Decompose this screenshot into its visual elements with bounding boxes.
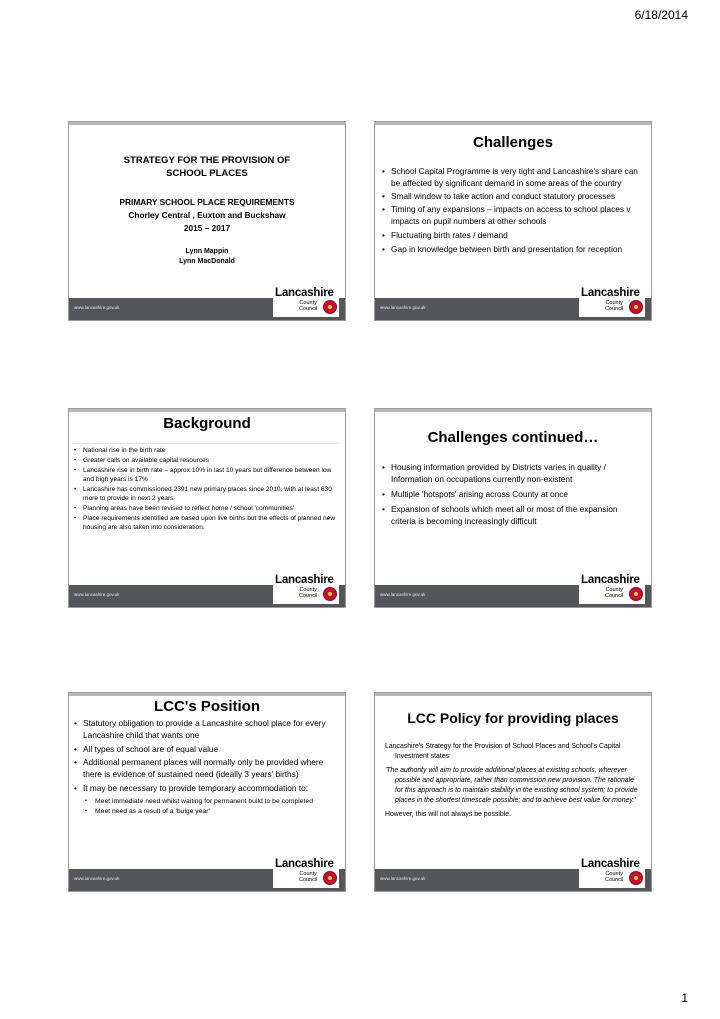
logo-sub1: County [605,587,623,593]
slide1-author2: Lynn MacDonald [179,258,235,265]
logo-name: Lancashire [275,287,334,299]
slide1-heading-line1: STRATEGY FOR THE PROVISION OF [123,155,291,166]
slide-challenges-continued [374,408,652,608]
lancashire-logo [579,573,645,604]
slide1-heading-line2: SCHOOL PLACES [166,168,248,179]
logo-subtext [605,871,623,883]
footer-url: www.lancashire.gov.uk [380,876,426,881]
slide5-bullets [73,718,339,817]
logo-subtext [605,587,623,599]
slide1-sub-line2: Chorley Central , Euxton and Buckshaw [128,210,286,220]
slide-top-bar [69,693,345,696]
lancashire-logo [273,857,339,888]
list-item: • Lancashire has commissioned 2391 new primary places since 2010, with at least 630 more to provide in next 2 years [73,485,339,503]
lancashire-logo [273,573,339,604]
logo-sub1: County [299,300,317,306]
list-item: • Statutory obligation to provide a Lancashire school place for every Lancashire child that wants one [73,718,339,742]
slide2-bullets [381,166,643,256]
logo-sub2: Council [299,877,318,883]
slide6-body [385,742,641,820]
slide-top-bar [69,409,345,412]
slide1-author1: Lynn Mappin [185,248,229,255]
logo-sub2: Council [299,593,318,599]
list-item: • Place requirements identified are based upon live births but the effects of planned new housing are also taken into consideration. [73,514,339,532]
slide4-title: Challenges continued… [427,429,599,446]
list-item: • It may be necessary to provide temporary accommodation to: [73,783,339,795]
logo-sub2: Council [605,306,624,312]
page-number: 1 [681,991,688,1005]
logo-subtext [605,300,623,312]
slide-top-bar [375,122,651,125]
footer-url: www.lancashire.gov.uk [380,305,426,310]
slide-top-bar [375,409,651,412]
list-item: • Housing information provided by Districts varies in quality / Information on occupations currently non-existent [381,461,643,485]
logo-subtext [299,300,317,312]
slide1-authors [69,247,345,267]
list-item: • School Capital Programme is very tight and Lancashire's share can be affected by significant demand in some areas of the country [381,166,643,190]
slide4-bullets [381,461,643,527]
logo-subtext [299,871,317,883]
logo-sub1: County [299,587,317,593]
list-item: ▪ Meet need as a result of a 'bulge year' [73,807,339,817]
footer-url: www.lancashire.gov.uk [380,592,426,597]
slide-top-bar [69,122,345,125]
slide1-heading [69,154,345,180]
red-rose-icon [629,300,643,314]
list-item: • Fluctuating birth rates / demand [381,230,643,242]
lancashire-logo [273,286,339,317]
slide-lcc-position [68,692,346,892]
slide1-sub-line1: PRIMARY SCHOOL PLACE REQUIREMENTS [119,197,295,207]
slide-background [68,408,346,608]
slide2-title: Challenges [472,134,554,151]
red-rose-icon [323,300,337,314]
logo-sub1: County [605,871,623,877]
list-item: • Greater calls on available capital resources [73,456,339,465]
slide6-title: LCC Policy for providing places [407,710,619,726]
slide-title-strategy [68,121,346,321]
logo-name: Lancashire [581,574,640,586]
slide6-intro: Lancashire's Strategy for the Provision of School Places and School's Capital Investment states: [385,743,621,760]
slide3-title: Background [163,415,251,432]
list-item: • Multiple 'hotspots' arising across County at once [381,488,643,500]
list-item: • Expansion of schools which meet all or most of the expansion criteria is becoming increasingly difficult [381,503,643,527]
footer-url: www.lancashire.gov.uk [74,876,120,881]
footer-url: www.lancashire.gov.uk [74,592,120,597]
footer-url: www.lancashire.gov.uk [74,305,120,310]
slide3-bullets [73,443,339,532]
red-rose-icon [323,587,337,601]
slide5-title: LCC's Position [153,698,261,715]
logo-sub2: Council [605,593,624,599]
list-item: • National rise in the birth rate [73,446,339,455]
logo-name: Lancashire [275,858,334,870]
list-item: • Small window to take action and conduct statutory processes [381,191,643,203]
slide-top-bar [375,693,651,696]
list-item: • Lancashire rise in birth rate – approx 10% in last 10 years but difference between low and high years is 17% [73,466,339,484]
logo-sub1: County [299,871,317,877]
logo-sub2: Council [605,877,624,883]
logo-name: Lancashire [275,574,334,586]
slide1-sub-line3: 2015 – 2017 [183,223,231,233]
slide6-closing: However, this will not always be possible. [385,811,512,818]
red-rose-icon [323,871,337,885]
slide6-quote: 'The authority will aim to provide additional places at existing schools, wherever possible and appropriate, rather than commission new provision. The rationale for this approach is to maintain stability in the existing school system; to provide places in the shortest timescale possible; and to achieve best value for money.' [385,767,638,804]
page-date: 6/18/2014 [634,8,688,22]
slide-challenges [374,121,652,321]
logo-name: Lancashire [581,858,640,870]
logo-sub2: Council [299,306,318,312]
list-item: • Timing of any expansions – impacts on access to school places v impacts on pupil numbers at other schools [381,204,643,228]
slide1-subheading [69,196,345,235]
logo-subtext [299,587,317,599]
red-rose-icon [629,871,643,885]
list-item: ▪ Meet immediate need whilst waiting for permanent build to be completed [73,797,339,807]
lancashire-logo [579,286,645,317]
logo-name: Lancashire [581,287,640,299]
list-item: • Planning areas have been revised to reflect home / school 'communities' [73,504,339,513]
list-item: • Additional permanent places will normally only be provided where there is evidence of sustained need (ideally 3 years' births) [73,757,339,781]
list-item: • All types of school are of equal value [73,744,339,756]
logo-sub1: County [605,300,623,306]
red-rose-icon [629,587,643,601]
lancashire-logo [579,857,645,888]
list-item: • Gap in knowledge between birth and presentation for reception [381,244,643,256]
slide-lcc-policy [374,692,652,892]
